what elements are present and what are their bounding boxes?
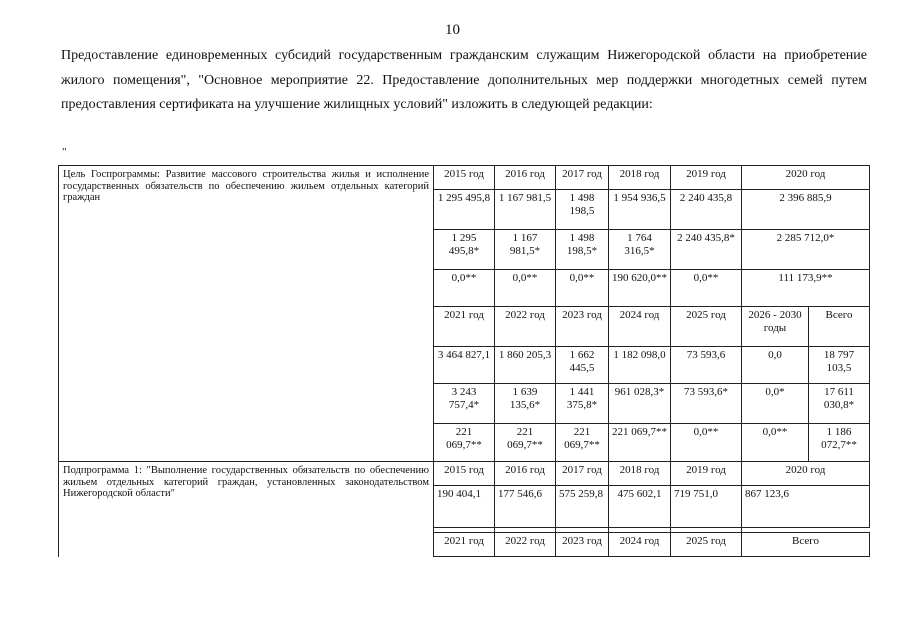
goal-r1-c5: 2 240 435,8 (671, 190, 742, 230)
sub1-h1-2017: 2017 год (556, 462, 609, 486)
goal-r2-c2: 1 167 981,5* (495, 230, 556, 270)
goal-r6-c7: 1 186 072,7** (809, 424, 870, 462)
goal-h2-2022: 2022 год (495, 307, 556, 347)
goal-r1-c4: 1 954 936,5 (609, 190, 671, 230)
goal-r4-c4: 1 182 098,0 (609, 347, 671, 384)
sub1-h2-2023: 2023 год (556, 533, 609, 557)
goal-header-row-1 (59, 166, 870, 190)
goal-r6-c1: 221 069,7** (434, 424, 495, 462)
sub1-r1-c2: 177 546,6 (495, 486, 556, 528)
goal-h1-2016: 2016 год (495, 166, 556, 190)
goal-h2-2026-2030: 2026 - 2030 годы (742, 307, 809, 347)
goal-r1-c2: 1 167 981,5 (495, 190, 556, 230)
goal-h1-2018: 2018 год (609, 166, 671, 190)
sub1-r1-c5: 719 751,0 (671, 486, 742, 528)
goal-r4-c5: 73 593,6 (671, 347, 742, 384)
sub1-header-row-1 (59, 462, 870, 486)
sub1-h1-2019: 2019 год (671, 462, 742, 486)
sub1-h1-2018: 2018 год (609, 462, 671, 486)
sub1-r1-c3: 575 259,8 (556, 486, 609, 528)
goal-h1-2015: 2015 год (434, 166, 495, 190)
sub1-label: Подпрограмма 1: "Выполнение государственных обязательств по обеспечению жильем отдельных категорий граждан, установленных законодательством Нижегородской области" (59, 462, 434, 557)
goal-r2-c4: 1 764 316,5* (609, 230, 671, 270)
goal-r3-c3: 0,0** (556, 270, 609, 307)
goal-r4-c7: 18 797 103,5 (809, 347, 870, 384)
sub1-h2-2022: 2022 год (495, 533, 556, 557)
goal-r2-c1: 1 295 495,8* (434, 230, 495, 270)
sub1-h2-total: Всего (742, 533, 870, 557)
goal-r4-c1: 3 464 827,1 (434, 347, 495, 384)
goal-r3-c4: 190 620,0** (609, 270, 671, 307)
sub1-h1-2015: 2015 год (434, 462, 495, 486)
goal-r5-c5: 73 593,6* (671, 384, 742, 424)
sub1-h2-2024: 2024 год (609, 533, 671, 557)
goal-h1-2017: 2017 год (556, 166, 609, 190)
intro-paragraph: Предоставление единовременных субсидий государственным гражданским служащим Нижегородской области на приобретение жилого помещения", "Основное мероприятие 22. Предоставление дополнительных мер поддержки многодетных семей путем предоставления сертификата на улучшение жилищных условий" изложить в следующей редакции: (61, 48, 867, 112)
sub1-h1-2020: 2020 год (742, 462, 870, 486)
sub1-r1-c4: 475 602,1 (609, 486, 671, 528)
opening-quote: " (62, 146, 67, 158)
goal-r5-c2: 1 639 135,6* (495, 384, 556, 424)
goal-r4-c6: 0,0 (742, 347, 809, 384)
goal-r5-c7: 17 611 030,8* (809, 384, 870, 424)
program-table (58, 165, 870, 557)
goal-r2-c5: 2 240 435,8* (671, 230, 742, 270)
goal-h1-2020: 2020 год (742, 166, 870, 190)
goal-r2-c3: 1 498 198,5* (556, 230, 609, 270)
page-number: 10 (445, 22, 460, 38)
sub1-h2-2021: 2021 год (434, 533, 495, 557)
goal-r1-c6: 2 396 885,9 (742, 190, 870, 230)
goal-r4-c2: 1 860 205,3 (495, 347, 556, 384)
sub1-r1-c1: 190 404,1 (434, 486, 495, 528)
goal-r6-c4: 221 069,7** (609, 424, 671, 462)
goal-r3-c5: 0,0** (671, 270, 742, 307)
goal-r6-c2: 221 069,7** (495, 424, 556, 462)
goal-r3-c2: 0,0** (495, 270, 556, 307)
goal-r5-c1: 3 243 757,4* (434, 384, 495, 424)
goal-h2-2024: 2024 год (609, 307, 671, 347)
goal-h2-total: Всего (809, 307, 870, 347)
goal-r5-c4: 961 028,3* (609, 384, 671, 424)
goal-r1-c3: 1 498 198,5 (556, 190, 609, 230)
goal-r5-c6: 0,0* (742, 384, 809, 424)
sub1-h2-2025: 2025 год (671, 533, 742, 557)
goal-r3-c6: 111 173,9** (742, 270, 870, 307)
goal-r4-c3: 1 662 445,5 (556, 347, 609, 384)
sub1-r1-c6: 867 123,6 (742, 486, 870, 528)
goal-h1-2019: 2019 год (671, 166, 742, 190)
goal-r6-c5: 0,0** (671, 424, 742, 462)
goal-r5-c3: 1 441 375,8* (556, 384, 609, 424)
goal-r3-c1: 0,0** (434, 270, 495, 307)
goal-r2-c6: 2 285 712,0* (742, 230, 870, 270)
goal-r6-c6: 0,0** (742, 424, 809, 462)
goal-h2-2023: 2023 год (556, 307, 609, 347)
goal-h2-2021: 2021 год (434, 307, 495, 347)
goal-h2-2025: 2025 год (671, 307, 742, 347)
goal-label: Цель Госпрограммы: Развитие массового строительства жилья и исполнение государственных обязательств по обеспечению жильем отдельных категорий граждан (59, 166, 434, 462)
goal-r6-c3: 221 069,7** (556, 424, 609, 462)
sub1-h1-2016: 2016 год (495, 462, 556, 486)
goal-r1-c1: 1 295 495,8 (434, 190, 495, 230)
